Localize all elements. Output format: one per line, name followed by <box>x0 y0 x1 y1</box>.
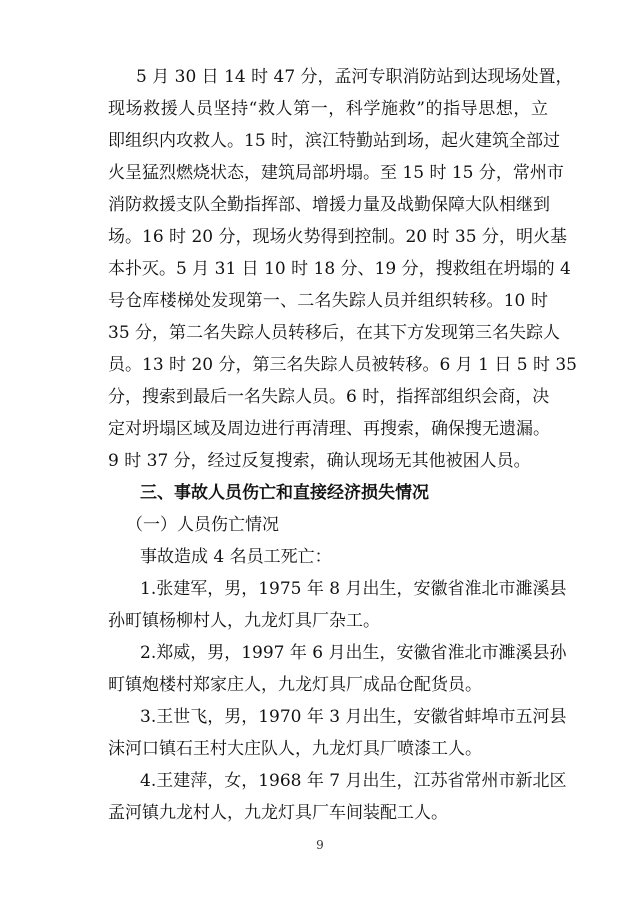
paragraph-line: 号仓库楼梯处发现第一、二名失踪人员并组织转移。10 时 <box>108 291 548 311</box>
list-item-line: 沫河口镇石王村大庄队人，九龙灯具厂喷漆工人。 <box>108 739 482 759</box>
page-number: 9 <box>316 838 324 852</box>
paragraph-line: 火呈猛烈燃烧状态，建筑局部坍塌。至 15 时 15 分，常州市 <box>108 163 564 183</box>
paragraph-line: 本扑灭。5 月 31 日 10 时 18 分、19 分，搜救组在坍塌的 4 <box>108 259 571 279</box>
paragraph-line: 分，搜索到最后一名失踪人员。6 时，指挥部组织会商，决 <box>108 387 550 407</box>
list-item-line: 孟河镇九龙村人，九龙灯具厂车间装配工人。 <box>108 803 448 823</box>
paragraph-line: 9 时 37 分，经过反复搜索，确认现场无其他被困人员。 <box>108 451 531 471</box>
list-item-line: 町镇炮楼村郑家庄人，九龙灯具厂成品仓配货员。 <box>108 675 482 695</box>
list-item-line: 1.张建军，男，1975 年 8 月出生，安徽省淮北市濉溪县 <box>140 579 567 599</box>
paragraph-line: 场。16 时 20 分，现场火势得到控制。20 时 35 分，明火基 <box>108 227 567 247</box>
paragraph-line: 35 分，第二名失踪人员转移后，在其下方发现第三名失踪人 <box>108 323 561 343</box>
paragraph-line: 事故造成 4 名员工死亡： <box>140 547 332 567</box>
list-item-line: 4.王建萍，女，1968 年 7 月出生，江苏省常州市新北区 <box>140 771 567 791</box>
list-item-line: 3.王世飞，男，1970 年 3 月出生，安徽省蚌埠市五河县 <box>140 707 567 727</box>
paragraph-line: 定对坍塌区域及周边进行再清理、再搜索，确保搜无遗漏。 <box>108 419 550 439</box>
paragraph-line: 现场救援人员坚持“救人第一，科学施救”的指导思想，立 <box>108 99 548 119</box>
subsection-heading: （一）人员伤亡情况 <box>126 515 279 535</box>
paragraph-line: 即组织内攻救人。15 时，滨江特勤站到场，起火建筑全部过 <box>108 131 561 151</box>
paragraph-line: 消防救援支队全勤指挥部、增援力量及战勤保障大队相继到 <box>108 195 550 215</box>
section-heading: 三、事故人员伤亡和直接经济损失情况 <box>140 483 429 503</box>
paragraph-line: 员。13 时 20 分，第三名失踪人员被转移。6 月 1 日 5 时 35 <box>108 355 577 375</box>
list-item-line: 2.郑威，男，1997 年 6 月出生，安徽省淮北市濉溪县孙 <box>140 643 567 663</box>
list-item-line: 孙町镇杨柳村人，九龙灯具厂杂工。 <box>108 611 380 631</box>
paragraph-line: 5 月 30 日 14 时 47 分，孟河专职消防站到达现场处置， <box>136 67 573 87</box>
